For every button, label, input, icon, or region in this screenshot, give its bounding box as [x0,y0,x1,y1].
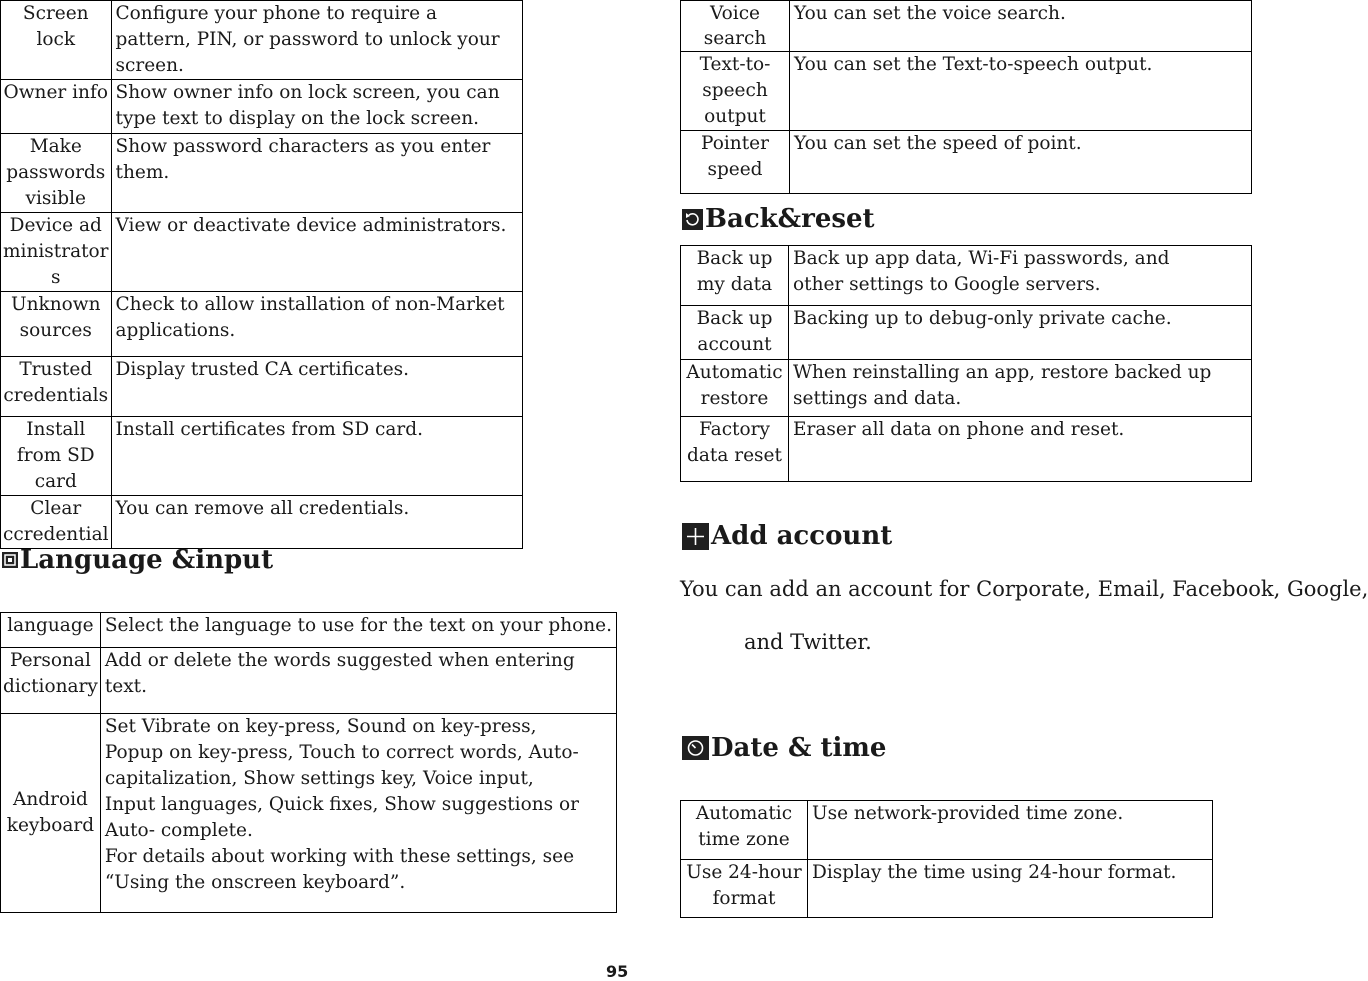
table-row [1,80,523,134]
setting-description: You can set the Text-to-speech output. [790,52,1252,131]
setting-name: Use 24-hour format [681,860,808,918]
date-time-heading [682,731,886,765]
keyboard-icon [2,552,18,568]
setting-description: You can set the speed of point. [790,131,1252,194]
setting-name: Text-to-speech output [681,52,790,131]
back-reset-heading-text: Back&reset [705,204,875,234]
setting-description: You can remove all credentials. [111,496,522,549]
setting-name: Owner info [1,80,112,134]
table-row [681,52,1252,131]
security-settings-table [0,0,523,549]
add-account-heading [682,519,892,553]
android-keyboard-desc: Set Vibrate on key-press, Sound on key-press, Popup on key-press, Touch to correct words, Auto- capitalization, Show settings key, Voice input, Input languages, Quick fixes, Show suggestions or Auto- complete. [104,716,579,841]
table-row [1,134,523,213]
setting-name: Automatic time zone [681,801,808,860]
setting-description: When reinstalling an app, restore backed up settings and data. [789,360,1252,417]
refresh-icon [682,209,703,230]
page-number: 95 [606,962,629,981]
setting-description: Install certificates from SD card. [111,417,522,496]
table-row [1,714,617,913]
date-time-heading-text: Date & time [711,733,887,763]
table-row [681,306,1252,360]
setting-description: Configure your phone to require a pattern, PIN, or password to unlock your screen. [111,1,522,80]
setting-description: Display the time using 24-hour format. [808,860,1213,918]
setting-name: Factory data reset [681,417,789,482]
table-row [681,131,1252,194]
language-settings-table [0,612,617,913]
table-row [681,360,1252,417]
setting-name: Personal dictionary [1,648,101,714]
table-row [1,213,523,292]
table-row [681,246,1252,306]
android-keyboard-note: For details about working with these settings, see “Using the onscreen keyboard”. [104,846,575,893]
setting-name: Back up my data [681,246,789,306]
setting-name: Screen lock [1,1,112,80]
table-row [1,496,523,549]
table-row [681,1,1252,52]
language-input-heading [2,543,273,577]
table-row [681,417,1252,482]
table-row [1,357,523,417]
setting-description: You can set the voice search. [790,1,1252,52]
setting-description: Use network-provided time zone. [808,801,1213,860]
setting-name: language [1,613,101,648]
setting-description: Check to allow installation of non-Market applications. [111,292,522,357]
setting-name: Automatic restore [681,360,789,417]
setting-description: View or deactivate device administrators. [111,213,522,292]
setting-description: Add or delete the words suggested when entering text. [100,648,616,714]
setting-name: Voice search [681,1,790,52]
plus-icon [682,523,709,550]
setting-name: Android keyboard [1,714,101,913]
table-row [681,860,1213,918]
date-time-table [680,800,1213,918]
setting-description: Backing up to debug-only private cache. [789,306,1252,360]
add-account-text-2: and Twitter. [744,630,872,654]
setting-name: Unknown sources [1,292,112,357]
table-row [681,801,1213,860]
setting-name: Install from SD card [1,417,112,496]
setting-description: Select the language to use for the text on your phone. [100,613,616,648]
clock-icon [682,736,709,760]
setting-name: Back up account [681,306,789,360]
setting-name: Pointer speed [681,131,790,194]
add-account-text-1: You can add an account for Corporate, Email, Facebook, Google, [680,577,1368,601]
table-row [1,648,617,714]
table-row [1,292,523,357]
table-row [1,1,523,80]
setting-name: Make passwords visible [1,134,112,213]
setting-description [100,714,616,913]
setting-description: Back up app data, Wi-Fi passwords, and other settings to Google servers. [789,246,1252,306]
setting-name: Device administrators [1,213,112,292]
setting-name: Trusted credentials [1,357,112,417]
setting-description: Show password characters as you enter them. [111,134,522,213]
setting-name: Clear ccredential [1,496,112,549]
add-account-heading-text: Add account [711,521,893,551]
table-row [1,417,523,496]
language-heading-text: Language &input [20,545,274,575]
setting-description: Show owner info on lock screen, you can type text to display on the lock screen. [111,80,522,134]
voice-settings-table [680,0,1252,194]
backup-settings-table [680,245,1252,482]
setting-description: Display trusted CA certificates. [111,357,522,417]
back-reset-heading [682,202,875,236]
table-row [1,613,617,648]
setting-description: Eraser all data on phone and reset. [789,417,1252,482]
